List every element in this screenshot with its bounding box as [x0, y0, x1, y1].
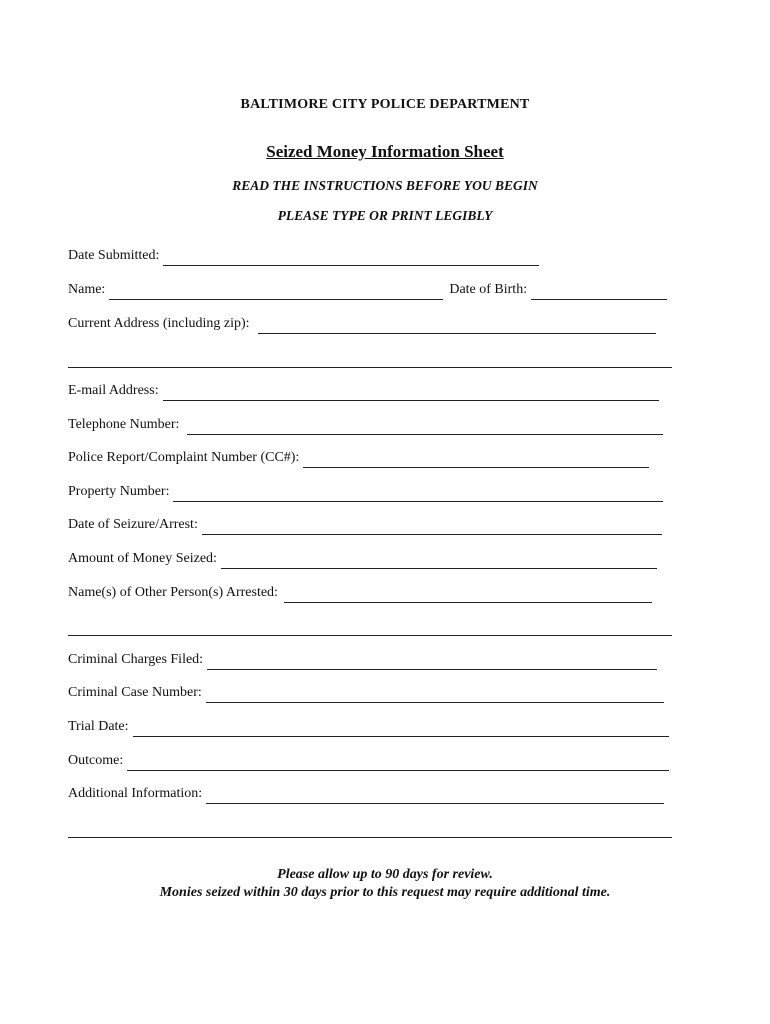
other-persons-label: Name(s) of Other Person(s) Arrested:: [68, 585, 278, 600]
date-of-seizure-field[interactable]: [202, 520, 662, 535]
outcome-label: Outcome:: [68, 753, 124, 768]
amount-seized-field[interactable]: [221, 554, 657, 569]
address-label: Current Address (including zip):: [68, 316, 250, 331]
form-title: Seized Money Information Sheet: [266, 142, 504, 161]
amount-seized-row: [68, 549, 657, 569]
trial-date-label: Trial Date:: [68, 719, 129, 734]
property-number-field[interactable]: [173, 487, 663, 502]
additional-info-label: Additional Information:: [68, 786, 203, 801]
address-field-line-2[interactable]: [68, 353, 672, 368]
additional-info-row-2: [68, 818, 672, 838]
police-report-row: [68, 448, 649, 468]
additional-info-row: [68, 784, 664, 804]
email-field[interactable]: [163, 386, 659, 401]
police-report-label: Police Report/Complaint Number (CC#):: [68, 450, 300, 465]
property-number-label: Property Number:: [68, 484, 170, 499]
date-of-seizure-label: Date of Seizure/Arrest:: [68, 517, 198, 532]
address-row: [68, 314, 656, 334]
criminal-charges-label: Criminal Charges Filed:: [68, 652, 204, 667]
other-persons-row-2: [68, 616, 672, 636]
additional-info-field[interactable]: [206, 789, 664, 804]
criminal-charges-field[interactable]: [207, 655, 657, 670]
email-label: E-mail Address:: [68, 383, 159, 398]
telephone-row: [68, 415, 663, 435]
date-of-seizure-row: [68, 515, 662, 535]
criminal-charges-row: [68, 650, 657, 670]
date-submitted-field[interactable]: [163, 251, 539, 266]
additional-info-field-line-2[interactable]: [68, 823, 672, 838]
telephone-field[interactable]: [187, 420, 663, 435]
other-persons-row: [68, 583, 652, 603]
email-row: [68, 381, 659, 401]
department-name: BALTIMORE CITY POLICE DEPARTMENT: [240, 97, 530, 112]
name-label: Name:: [68, 282, 106, 297]
outcome-field[interactable]: [127, 756, 669, 771]
police-report-field[interactable]: [303, 453, 649, 468]
amount-seized-label: Amount of Money Seized:: [68, 551, 217, 566]
footer-additional-time-note: Monies seized within 30 days prior to this request may require additional time.: [159, 885, 611, 900]
address-field[interactable]: [258, 319, 656, 334]
criminal-case-label: Criminal Case Number:: [68, 685, 202, 700]
trial-date-field[interactable]: [133, 722, 669, 737]
trial-date-row: [68, 717, 669, 737]
date-of-birth-field[interactable]: [531, 285, 667, 300]
property-number-row: [68, 482, 663, 502]
address-row-2: [68, 348, 672, 368]
other-persons-field[interactable]: [284, 588, 652, 603]
date-submitted-label: Date Submitted:: [68, 248, 160, 263]
name-field[interactable]: [109, 285, 443, 300]
outcome-row: [68, 751, 669, 771]
criminal-case-row: [68, 683, 664, 703]
name-row: [68, 280, 667, 300]
criminal-case-field[interactable]: [206, 688, 664, 703]
instruction-read: READ THE INSTRUCTIONS BEFORE YOU BEGIN: [232, 178, 538, 193]
date-of-birth-label: Date of Birth:: [449, 282, 528, 297]
telephone-label: Telephone Number:: [68, 417, 180, 432]
footer-review-note: Please allow up to 90 days for review.: [277, 867, 493, 882]
date-submitted-row: [68, 246, 539, 266]
instruction-type: PLEASE TYPE OR PRINT LEGIBLY: [277, 208, 493, 223]
other-persons-field-line-2[interactable]: [68, 621, 672, 636]
